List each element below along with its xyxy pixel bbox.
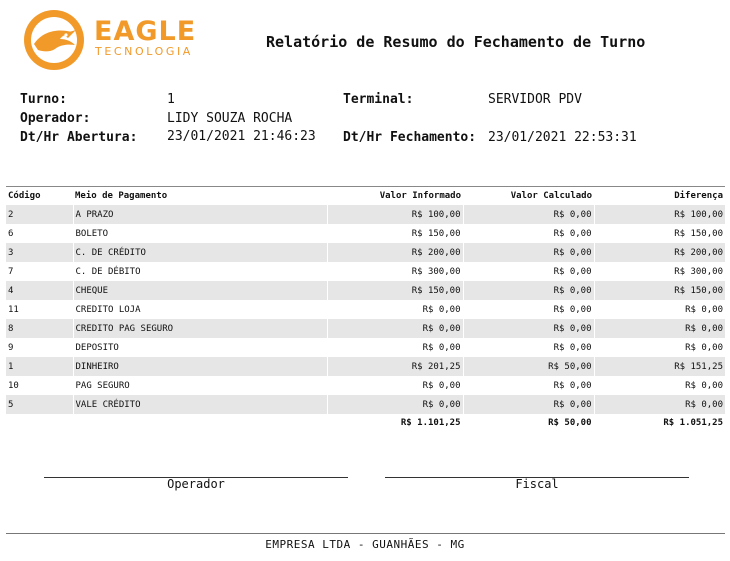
brand-subtitle: TECNOLOGIA — [95, 45, 193, 58]
footer-divider — [6, 533, 725, 534]
cell-calculado: R$ 0,00 — [463, 376, 594, 395]
cell-calculado: R$ 0,00 — [463, 243, 594, 262]
cell-calculado: R$ 0,00 — [463, 205, 594, 224]
table-row — [6, 338, 725, 357]
cell-meio: DEPOSITO — [73, 338, 327, 357]
cell-codigo: 1 — [6, 357, 73, 376]
terminal-label: Terminal: — [343, 92, 414, 107]
totals-spacer — [73, 414, 327, 432]
cell-meio: C. DE CRÉDITO — [73, 243, 327, 262]
total-informado: R$ 1.101,25 — [327, 414, 463, 432]
col-header-informado: Valor Informado — [379, 191, 461, 201]
fechamento-value: 23/01/2021 22:53:31 — [488, 130, 637, 145]
operador-label: Operador: — [20, 111, 91, 126]
table-row — [6, 319, 725, 338]
cell-codigo: 10 — [8, 380, 19, 391]
cell-meio: VALE CRÉDITO — [73, 395, 327, 414]
company-logo — [22, 8, 212, 72]
cell-codigo: 5 — [6, 395, 73, 414]
table-header-row — [6, 187, 725, 205]
terminal-value: SERVIDOR PDV — [488, 92, 582, 107]
cell-informado: R$ 150,00 — [327, 281, 463, 300]
cell-informado: R$ 201,25 — [327, 357, 463, 376]
fechamento-label: Dt/Hr Fechamento: — [343, 130, 477, 145]
turno-value: 1 — [167, 92, 175, 107]
cell-calculado: R$ 0,00 — [463, 281, 594, 300]
col-header-meio: Meio de Pagamento — [75, 191, 168, 201]
cell-diferenca: R$ 0,00 — [594, 338, 725, 357]
cell-diferenca: R$ 150,00 — [594, 281, 725, 300]
abertura-label: Dt/Hr Abertura: — [20, 130, 138, 145]
cell-informado: R$ 200,00 — [327, 243, 463, 262]
cell-meio: CREDITO LOJA — [73, 300, 327, 319]
table-row — [6, 395, 725, 414]
cell-informado: R$ 150,00 — [327, 224, 463, 243]
payment-summary-table — [6, 187, 725, 432]
cell-diferenca: R$ 100,00 — [594, 205, 725, 224]
cell-diferenca: R$ 0,00 — [594, 300, 725, 319]
cell-codigo: 3 — [6, 243, 73, 262]
cell-meio: BOLETO — [73, 224, 327, 243]
cell-diferenca: R$ 0,00 — [594, 319, 725, 338]
cell-diferenca: R$ 151,25 — [594, 357, 725, 376]
cell-meio: CHEQUE — [73, 281, 327, 300]
table-row — [6, 357, 725, 376]
cell-calculado: R$ 0,00 — [463, 300, 594, 319]
cell-diferenca: R$ 0,00 — [594, 376, 725, 395]
cell-calculado: R$ 0,00 — [463, 262, 594, 281]
cell-diferenca: R$ 150,00 — [594, 224, 725, 243]
cell-informado: R$ 0,00 — [327, 376, 463, 395]
turno-label: Turno: — [20, 92, 67, 107]
total-diferenca: R$ 1.051,25 — [594, 414, 725, 432]
abertura-value: 23/01/2021 21:46:23 — [167, 129, 316, 144]
cell-informado: R$ 0,00 — [327, 338, 463, 357]
total-calculado: R$ 50,00 — [463, 414, 594, 432]
table-body — [6, 205, 725, 414]
cell-meio: C. DE DÉBITO — [73, 262, 327, 281]
cell-calculado: R$ 0,00 — [463, 319, 594, 338]
cell-diferenca: R$ 300,00 — [594, 262, 725, 281]
cell-codigo: 2 — [6, 205, 73, 224]
operador-signature-label: Operador — [167, 477, 225, 491]
cell-codigo: 7 — [8, 266, 14, 277]
table-row — [6, 205, 725, 224]
cell-codigo: 11 — [8, 304, 19, 315]
cell-calculado: R$ 50,00 — [463, 357, 594, 376]
brand-name: EAGLE — [94, 16, 197, 47]
cell-informado: R$ 0,00 — [327, 395, 463, 414]
company-footer: EMPRESA LTDA - GUANHÃES - MG — [265, 538, 465, 551]
cell-meio: DINHEIRO — [73, 357, 327, 376]
table-row — [6, 300, 725, 319]
cell-meio: CREDITO PAG SEGURO — [73, 319, 327, 338]
cell-informado: R$ 0,00 — [327, 319, 463, 338]
payment-table-wrapper — [6, 187, 725, 432]
table-row — [6, 376, 725, 395]
table-row — [6, 262, 725, 281]
col-header-calculado: Valor Calculado — [510, 191, 592, 201]
cell-informado: R$ 0,00 — [327, 300, 463, 319]
table-row — [6, 224, 725, 243]
fiscal-signature-label: Fiscal — [515, 477, 559, 491]
cell-informado: R$ 300,00 — [327, 262, 463, 281]
col-header-codigo: Código — [8, 191, 41, 201]
cell-calculado: R$ 0,00 — [463, 224, 594, 243]
cell-informado: R$ 100,00 — [327, 205, 463, 224]
totals-spacer — [6, 414, 73, 432]
cell-diferenca: R$ 0,00 — [594, 395, 725, 414]
cell-codigo: 4 — [6, 281, 73, 300]
totals-row — [6, 414, 725, 432]
cell-codigo: 8 — [6, 319, 73, 338]
cell-diferenca: R$ 200,00 — [594, 243, 725, 262]
col-header-diferenca: Diferença — [674, 191, 723, 201]
table-row — [6, 281, 725, 300]
cell-meio: PAG SEGURO — [73, 376, 327, 395]
operador-value: LIDY SOUZA ROCHA — [167, 111, 293, 126]
cell-calculado: R$ 0,00 — [463, 338, 594, 357]
cell-calculado: R$ 0,00 — [463, 395, 594, 414]
eagle-logo-icon — [22, 8, 88, 72]
cell-codigo: 9 — [8, 342, 14, 353]
cell-meio: A PRAZO — [73, 205, 327, 224]
report-title: Relatório de Resumo do Fechamento de Turno — [266, 33, 646, 51]
cell-codigo: 6 — [8, 228, 14, 239]
table-row — [6, 243, 725, 262]
